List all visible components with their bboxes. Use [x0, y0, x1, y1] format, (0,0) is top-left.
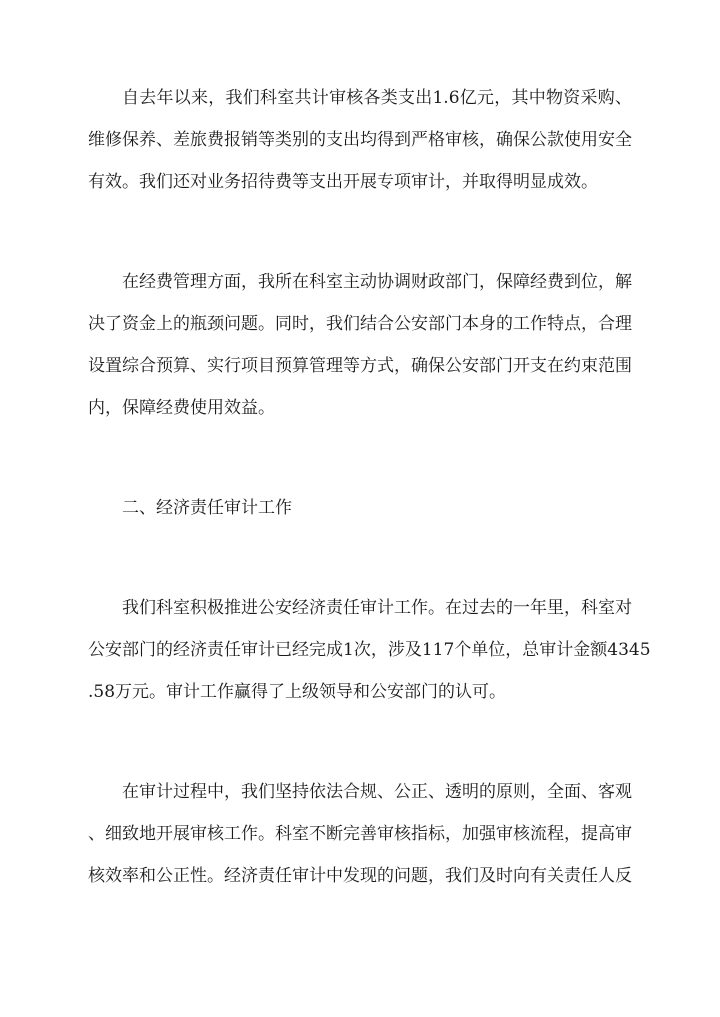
paragraph-2-line-1: 在经费管理方面，我所在科室主动协调财政部门，保障经费到位，解 — [122, 272, 632, 292]
paragraph-1-line-2: 维修保养、差旅费报销等类别的支出均得到严格审核，确保公款使用安全 — [88, 130, 632, 150]
paragraph-3-line-1: 我们科室积极推进公安经济责任审计工作。在过去的一年里，科室对 — [122, 598, 632, 618]
paragraph-2-line-4: 内，保障经费使用效益。 — [88, 398, 275, 418]
paragraph-1-line-1: 自去年以来，我们科室共计审核各类支出1.6亿元，其中物资采购、 — [122, 88, 632, 108]
paragraph-3-line-3: .58万元。审计工作赢得了上级领导和公安部门的认可。 — [88, 682, 507, 702]
paragraph-4-line-3: 核效率和公正性。经济责任审计中发现的问题，我们及时向有关责任人反 — [88, 866, 632, 886]
paragraph-1-line-3: 有效。我们还对业务招待费等支出开展专项审计，并取得明显成效。 — [88, 172, 598, 192]
paragraph-2-line-2: 决了资金上的瓶颈问题。同时，我们结合公安部门本身的工作特点，合理 — [88, 314, 632, 334]
paragraph-4-line-1: 在审计过程中，我们坚持依法合规、公正、透明的原则，全面、客观 — [122, 782, 632, 802]
section-heading: 二、经济责任审计工作 — [122, 498, 292, 518]
paragraph-2-line-3: 设置综合预算、实行项目预算管理等方式，确保公安部门开支在约束范围 — [88, 356, 632, 376]
paragraph-3-line-2: 公安部门的经济责任审计已经完成1次，涉及117个单位，总审计金额4345 — [88, 640, 651, 660]
paragraph-4-line-2: 、细致地开展审核工作。科室不断完善审核指标，加强审核流程，提高审 — [88, 824, 632, 844]
